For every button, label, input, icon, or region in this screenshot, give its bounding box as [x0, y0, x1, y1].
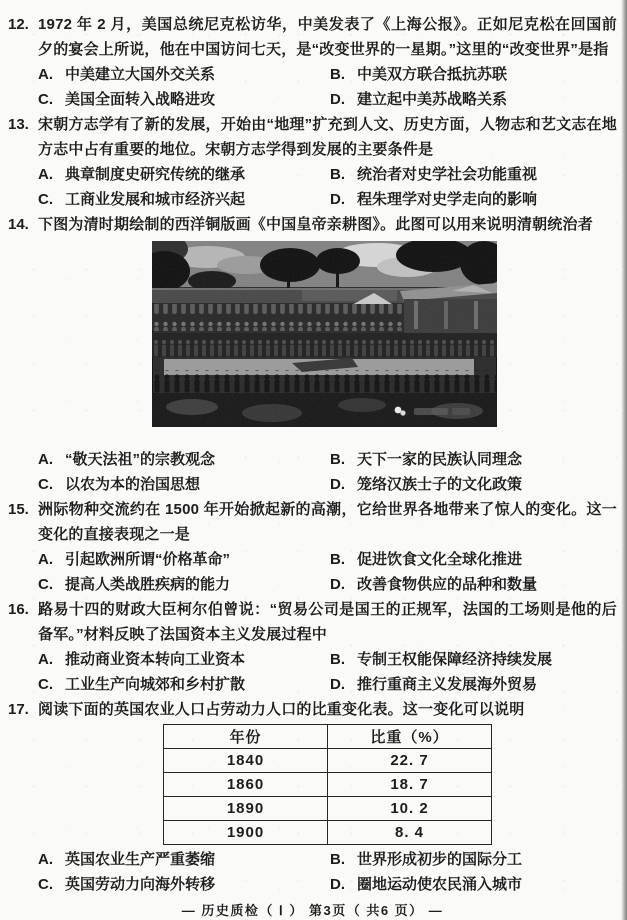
options-grid: [38, 647, 617, 697]
option-label: B.: [330, 551, 345, 568]
option-label: C.: [38, 676, 53, 693]
question-stem: 路易十四的财政大臣柯尔伯曾说：“贸易公司是国王的正规军，法国的工场则是他的后备军。”材料反映了法国资本主义发展过程中: [38, 601, 617, 643]
table-cell-share: 10. 2: [328, 797, 492, 821]
table-cell-year: 1900: [164, 821, 328, 845]
option-c: [38, 87, 330, 112]
option-a: [38, 647, 330, 672]
option-text: 程朱理学对史学走向的影响: [357, 191, 538, 208]
question-17: [8, 697, 617, 897]
option-c: [38, 872, 330, 897]
option-label: D.: [330, 576, 345, 593]
option-text: 美国全面转入战略进攻: [65, 91, 216, 108]
option-d: [330, 87, 617, 112]
option-label: D.: [330, 91, 345, 108]
question-stem: 下图为清时期绘制的西洋铜版画《中国皇帝亲耕图》。此图可以用来说明清朝统治者: [38, 216, 593, 233]
population-share-table: [163, 724, 492, 845]
option-text: 引起欧洲所谓“价格革命”: [65, 551, 231, 568]
table-header-share: 比重（%）: [328, 725, 492, 749]
option-text: 促进饮食文化全球化推进: [357, 551, 523, 568]
option-text: 圈地运动使农民涌入城市: [357, 876, 523, 893]
option-text: 天下一家的民族认同理念: [357, 451, 523, 468]
question-stem: 1972 年 2 月，美国总统尼克松访华，中美发表了《上海公报》。正如尼克松在回国前夕的宴会上所说，他在中国访问七天，是“改变世界的一星期。”这里的“改变世界”是指: [38, 16, 617, 58]
option-b: [330, 62, 617, 87]
page-footer: — 历史质检（ Ⅰ ） 第3页（ 共6 页） —: [181, 903, 444, 918]
question-16: [8, 597, 617, 697]
option-text: 笼络汉族士子的文化政策: [357, 476, 523, 493]
scan-edge-shadow: [621, 0, 627, 920]
options-grid: [38, 847, 617, 897]
engraving-image: [152, 241, 497, 427]
question-13: [8, 112, 617, 212]
table-row: [164, 797, 492, 821]
option-label: A.: [38, 166, 53, 183]
option-b: [330, 162, 617, 187]
table-row: [164, 821, 492, 845]
option-text: 典章制度史研究传统的继承: [65, 166, 246, 183]
option-a: [38, 447, 330, 472]
question-stem: 洲际物种交流约在 1500 年开始掀起新的高潮，它给世界各地带来了惊人的变化。这一变化的直接表现之一是: [38, 501, 617, 543]
option-text: 统治者对史学社会功能重视: [357, 166, 538, 183]
option-c: [38, 672, 330, 697]
options-grid: [38, 162, 617, 212]
options-grid: [38, 547, 617, 597]
option-label: B.: [330, 66, 345, 83]
table-row: [164, 749, 492, 773]
option-text: 专制王权能保障经济持续发展: [357, 651, 553, 668]
option-label: C.: [38, 476, 53, 493]
option-label: A.: [38, 66, 53, 83]
table-cell-share: 22. 7: [328, 749, 492, 773]
option-text: 改善食物供应的品种和数量: [357, 576, 538, 593]
option-text: 工业生产向城郊和乡村扩散: [65, 676, 246, 693]
question-number: 15.: [8, 501, 29, 518]
option-label: B.: [330, 651, 345, 668]
options-grid: [38, 62, 617, 112]
option-text: “敬天法祖”的宗教观念: [65, 451, 216, 468]
option-text: 工商业发展和城市经济兴起: [65, 191, 246, 208]
question-12: [8, 12, 617, 112]
question-number: 12.: [8, 16, 29, 33]
option-b: [330, 547, 617, 572]
option-d: [330, 472, 617, 497]
option-d: [330, 187, 617, 212]
table-cell-share: 8. 4: [328, 821, 492, 845]
question-number: 14.: [8, 216, 29, 233]
option-b: [330, 647, 617, 672]
option-c: [38, 187, 330, 212]
option-a: [38, 62, 330, 87]
option-text: 以农为本的治国思想: [65, 476, 201, 493]
option-a: [38, 547, 330, 572]
option-text: 英国农业生产严重萎缩: [65, 851, 216, 868]
option-d: [330, 672, 617, 697]
option-label: A.: [38, 551, 53, 568]
question-number: 17.: [8, 701, 29, 718]
table-cell-year: 1860: [164, 773, 328, 797]
option-label: B.: [330, 451, 345, 468]
question-number: 13.: [8, 116, 29, 133]
option-label: A.: [38, 651, 53, 668]
option-d: [330, 572, 617, 597]
option-d: [330, 872, 617, 897]
option-label: B.: [330, 851, 345, 868]
question-number: 16.: [8, 601, 29, 618]
option-label: D.: [330, 676, 345, 693]
option-text: 建立起中美苏战略关系: [357, 91, 508, 108]
table-cell-share: 18. 7: [328, 773, 492, 797]
options-grid: [38, 447, 617, 497]
option-text: 世界形成初步的国际分工: [357, 851, 523, 868]
option-label: D.: [330, 191, 345, 208]
option-label: C.: [38, 876, 53, 893]
question-stem: 阅读下面的英国农业人口占劳动力人口的比重变化表。这一变化可以说明: [38, 701, 525, 718]
option-label: C.: [38, 191, 53, 208]
option-b: [330, 447, 617, 472]
option-text: 英国劳动力向海外转移: [65, 876, 216, 893]
option-label: A.: [38, 451, 53, 468]
option-text: 推动商业资本转向工业资本: [65, 651, 246, 668]
question-15: [8, 497, 617, 597]
table-cell-year: 1890: [164, 797, 328, 821]
option-text: 中美双方联合抵抗苏联: [357, 66, 508, 83]
question-stem: 宋朝方志学有了新的发展，开始由“地理”扩充到人文、历史方面，人物志和艺文志在地方志中占有重要的地位。宋朝方志学得到发展的主要条件是: [38, 116, 617, 158]
option-label: D.: [330, 476, 345, 493]
table-header-year: 年份: [164, 725, 328, 749]
option-label: D.: [330, 876, 345, 893]
option-label: C.: [38, 576, 53, 593]
table-header-row: [164, 725, 492, 749]
option-text: 中美建立大国外交关系: [65, 66, 216, 83]
option-a: [38, 162, 330, 187]
question-14: [8, 212, 617, 497]
option-label: A.: [38, 851, 53, 868]
option-c: [38, 572, 330, 597]
table-cell-year: 1840: [164, 749, 328, 773]
option-a: [38, 847, 330, 872]
option-text: 推行重商主义发展海外贸易: [357, 676, 538, 693]
option-label: C.: [38, 91, 53, 108]
option-b: [330, 847, 617, 872]
table-row: [164, 773, 492, 797]
option-text: 提高人类战胜疾病的能力: [65, 576, 231, 593]
option-label: B.: [330, 166, 345, 183]
option-c: [38, 472, 330, 497]
